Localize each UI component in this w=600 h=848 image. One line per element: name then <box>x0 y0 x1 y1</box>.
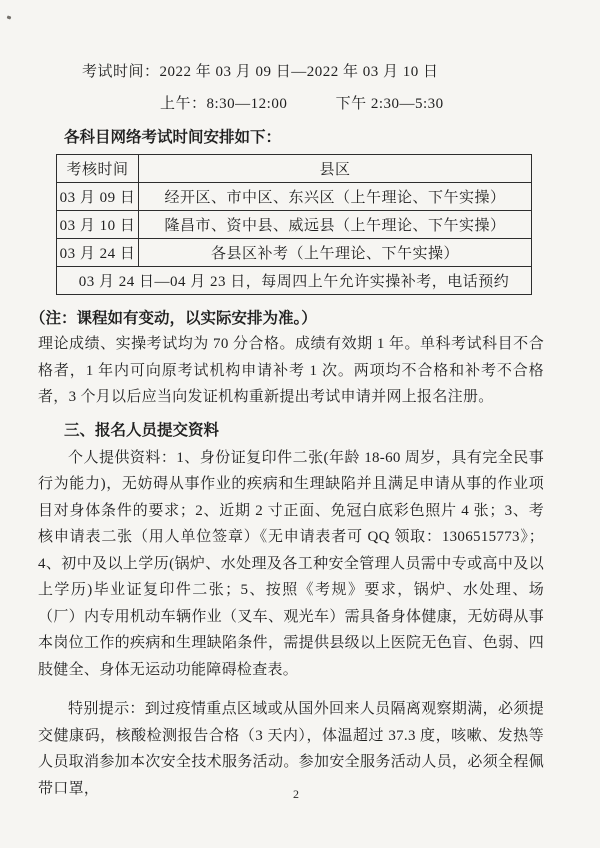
table-header-region: 县区 <box>139 155 532 183</box>
score-rules-paragraph: 理论成绩、实操考试均为 70 分合格。成绩有效期 1 年。单科考试科目不合格者，1 年内可向原考试机构申请补考 1 次。两项均不合格和补考不合格者，3 个月以后应当向发证机构重新提出考试申请并网上报名注册。 <box>38 336 544 405</box>
materials-paragraph: 个人提供资料：1、身份证复印件二张(年龄 18-60 周岁，具有完全民事行为能力)，无妨碍从事作业的疾病和生理缺陷并且满足申请从事的作业项目对身体条件的要求；2、近期 2 寸正面、免冠白底彩色照片 4 张；3、考核申请表二张（用人单位签章）《无申请表者可 QQ 领取：1306515773》；4、初中及以上学历(锅炉、水处理及各工种安全管理人员需中专或高中及以上学历)毕业证复印件二张；5、按照《考规》要求，锅炉、水处理、场（厂）内专用机动车辆作业（叉车、观光车）需具备身体健康，无妨碍从事本岗位工作的疾病和生理缺陷条件，需提供县级以上医院无色盲、色弱、四肢健全、身体无运动功能障碍检查表。 <box>38 449 544 678</box>
table-header-date: 考核时间 <box>57 155 139 183</box>
table-row <box>57 183 532 211</box>
table-cell-date: 03 月 09 日 <box>57 183 139 211</box>
page-number: 2 <box>293 787 299 801</box>
table-cell-region: 经开区、市中区、东兴区（上午理论、下午实操） <box>139 183 532 211</box>
table-cell-region: 各县区补考（上午理论、下午实操） <box>139 239 532 267</box>
table-cell-date: 03 月 10 日 <box>57 211 139 239</box>
table-footer-note: 03 月 24 日—04 月 23 日，每周四上午允许实操补考，电话预约 <box>57 267 532 295</box>
exam-schedule-table <box>56 154 532 295</box>
table-row <box>57 211 532 239</box>
table-cell-date: 03 月 24 日 <box>57 239 139 267</box>
exam-time-line: 考试时间：2022 年 03 月 09 日—2022 年 03 月 10 日 <box>82 64 439 80</box>
table-cell-region: 隆昌市、资中县、威远县（上午理论、下午实操） <box>139 211 532 239</box>
special-notice-paragraph: 特别提示：到过疫情重点区域或从国外回来人员隔离观察期满，必须提交健康码，核酸检测报告合格（3 天内），体温超过 37.3 度，咳嗽、发热等人员取消参加本次安全技术服务活动。参加安全服务活动人员，必须全程佩带口罩， <box>38 701 544 797</box>
section-heading-materials: 三、报名人员提交资料 <box>64 421 220 439</box>
schedule-note-line: （注：课程如有变动，以实际安排为准。） <box>30 310 317 327</box>
session-times-line <box>160 92 600 113</box>
table-row <box>57 239 532 267</box>
table-header-row <box>57 155 532 183</box>
table-footer-row <box>57 267 532 295</box>
session-pm: 下午 2:30—5:30 <box>335 96 444 112</box>
scan-speck <box>7 15 12 19</box>
schedule-intro-heading: 各科目网络考试时间安排如下： <box>64 129 282 146</box>
session-am: 上午：8:30—12:00 <box>160 96 288 112</box>
